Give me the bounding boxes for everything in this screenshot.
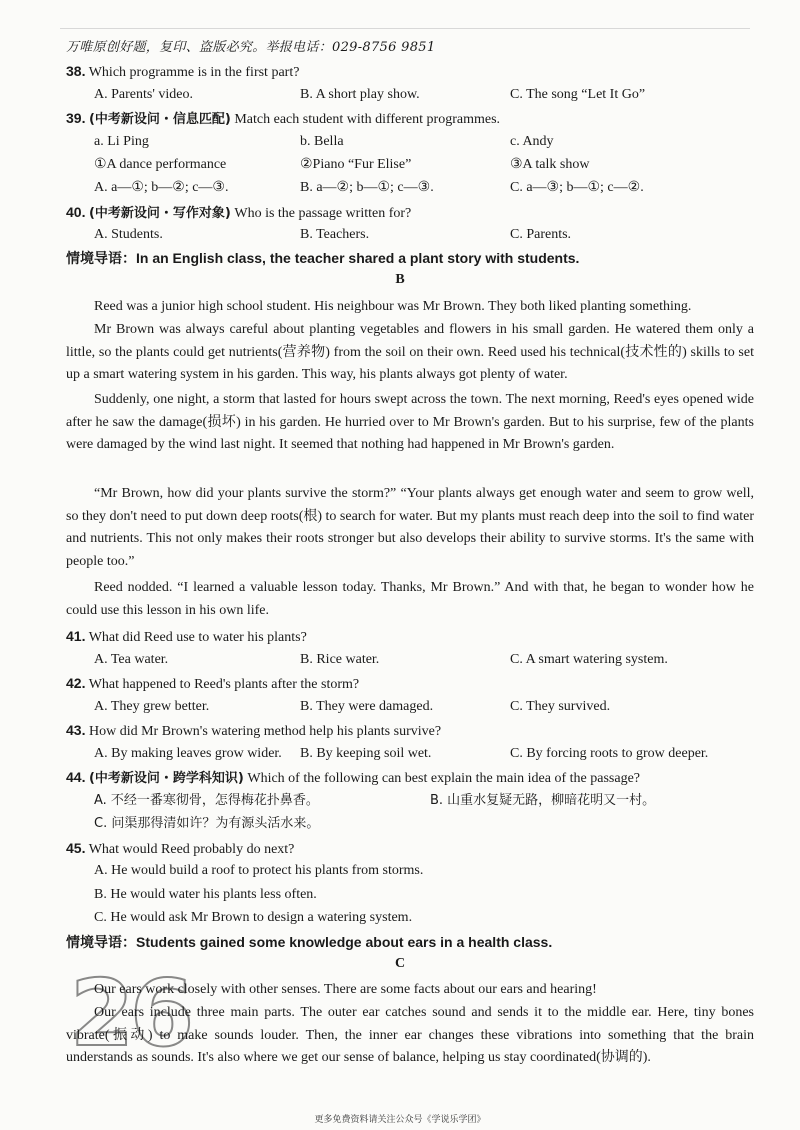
top-rule [60, 28, 750, 29]
question-text: Which of the following can best explain the main idea of the passage? [247, 771, 641, 786]
section-b-intro [66, 248, 579, 268]
q40-option-b: B. Teachers. [300, 227, 370, 242]
question-44 [66, 768, 640, 788]
question-text: What did Reed use to water his plants? [88, 630, 307, 645]
question-text: How did Mr Brown's watering method help his plants survive? [88, 724, 442, 739]
q43-option-c: C. By forcing roots to grow deeper. [510, 746, 709, 761]
question-number: 39. [66, 110, 86, 126]
section-b-letter: B [395, 272, 405, 287]
question-tag: (中考新设问・写作对象) [88, 206, 231, 221]
q43-option-a: A. By making leaves grow wider. [94, 746, 282, 761]
q45-option-c: C. He would ask Mr Brown to design a watering system. [94, 910, 413, 925]
page-number: 26 [70, 960, 191, 1067]
question-text: Which programme is in the first part? [88, 65, 300, 80]
q39-option-a: A. a—①; b—②; c—③. [94, 180, 229, 195]
question-40 [66, 203, 411, 223]
q39-programme-3: ③A talk show [510, 157, 590, 172]
q42-option-b: B. They were damaged. [300, 699, 434, 714]
question-45 [66, 839, 294, 859]
q43-option-b: B. By keeping soil wet. [300, 746, 432, 761]
q42-option-c: C. They survived. [510, 699, 611, 714]
passage-b-paragraph: Reed was a junior high school student. His neighbour was Mr Brown. They both liked planting something. [94, 299, 692, 314]
question-number: 41. [66, 628, 86, 644]
question-tag: (中考新设问・跨学科知识) [88, 771, 244, 786]
q39-programme-2: ②Piano “Fur Elise” [300, 157, 412, 172]
question-text: What happened to Reed's plants after the storm? [88, 677, 360, 692]
footer-note: 更多免费资料请关注公众号《学说乐学团》 [314, 1115, 486, 1125]
question-number: 43. [66, 722, 86, 738]
q44-option-b: B. 山重水复疑无路，柳暗花明又一村。 [430, 793, 656, 808]
question-text: Match each student with different programmes. [234, 112, 501, 127]
q39-student-a: a. Li Ping [94, 134, 149, 149]
intro-label: 情境导语： [66, 934, 136, 950]
passage-b-paragraph: Mr Brown was always careful about planting vegetables and flowers in his small garden. He watered them only a little, so the plants could get nutrients(营养物) from the soil on their own. Reed used his technical(技术性的) skills to set up a smart watering system in his garden. This way, his plants always got plenty of water. [66, 322, 754, 382]
q42-option-a: A. They grew better. [94, 699, 210, 714]
q45-option-a: A. He would build a roof to protect his plants from storms. [94, 863, 424, 878]
question-number: 44. [66, 769, 86, 785]
passage-b-paragraph: Reed nodded. “I learned a valuable lesson today. Thanks, Mr Brown.” And with that, he began to wonder how he could use this lesson in his own life. [66, 580, 754, 618]
question-text: Who is the passage written for? [234, 206, 412, 221]
q44-option-c: C. 问渠那得清如许？为有源头活水来。 [94, 816, 320, 831]
passage-b-paragraph: “Mr Brown, how did your plants survive the storm?” “Your plants always get enough water and seem to grow well, so they don't need to put down deep roots(根) to search for water. But my plants must reach deep into the soil to find water and nutrients. This not only makes their roots stronger but also develops their ability to survive storms. It's the same with people too.” [66, 486, 754, 569]
header-note: 万唯原创好题，复印、盗版必究。举报电话：029-8756 9851 [66, 40, 436, 55]
section-c-letter: C [394, 956, 406, 971]
q44-option-a: A. 不经一番寒彻骨，怎得梅花扑鼻香。 [94, 793, 319, 808]
question-number: 38. [66, 63, 86, 79]
question-number: 42. [66, 675, 86, 691]
question-43 [66, 721, 441, 741]
intro-label: 情境导语： [66, 250, 136, 266]
q38-option-a: A. Parents' video. [94, 87, 193, 102]
question-38 [66, 62, 299, 82]
question-number: 45. [66, 840, 86, 856]
q40-option-a: A. Students. [94, 227, 163, 242]
question-number: 40. [66, 204, 86, 220]
intro-text: Students gained some knowledge about ears in a health class. [136, 934, 553, 950]
q40-option-c: C. Parents. [510, 227, 572, 242]
question-tag: (中考新设问・信息匹配) [88, 112, 231, 127]
q39-student-b: b. Bella [300, 134, 344, 149]
question-41 [66, 627, 307, 647]
q39-programme-1: ①A dance performance [94, 157, 227, 172]
q41-option-b: B. Rice water. [300, 652, 380, 667]
q38-option-c: C. The song “Let It Go” [510, 87, 646, 102]
section-c-intro [66, 932, 552, 952]
passage-c-paragraph: Our ears include three main parts. The outer ear catches sound and sends it to the middle ear. Here, tiny bones vibrate(振动) to make sounds louder. Then, the inner ear changes these vibrations into something that the brain understands as sounds. It's also where we get our sense of balance, helping us stay coordinated(协调的). [66, 1005, 754, 1065]
q39-option-c: C. a—③; b—①; c—②. [510, 180, 644, 195]
question-42 [66, 674, 359, 694]
question-text: What would Reed probably do next? [88, 842, 295, 857]
q41-option-c: C. A smart watering system. [510, 652, 668, 667]
q39-student-c: c. Andy [510, 134, 554, 149]
q45-option-b: B. He would water his plants less often. [94, 887, 317, 902]
passage-c-paragraph: Our ears work closely with other senses. There are some facts about our ears and hearing! [94, 982, 597, 997]
q41-option-a: A. Tea water. [94, 652, 169, 667]
intro-text: In an English class, the teacher shared a plant story with students. [136, 250, 580, 266]
q39-option-b: B. a—②; b—①; c—③. [300, 180, 434, 195]
q38-option-b: B. A short play show. [300, 87, 420, 102]
passage-b-paragraph: Suddenly, one night, a storm that lasted for hours swept across the town. The next morning, Reed's eyes opened wide after he saw the damage(损坏) in his garden. He hurried over to Mr Brown's garden. But to his surprise, few of the plants were damaged by the wind last night. It seemed that nothing had happened in Mr Brown's garden. [66, 392, 754, 452]
question-39 [66, 109, 500, 129]
